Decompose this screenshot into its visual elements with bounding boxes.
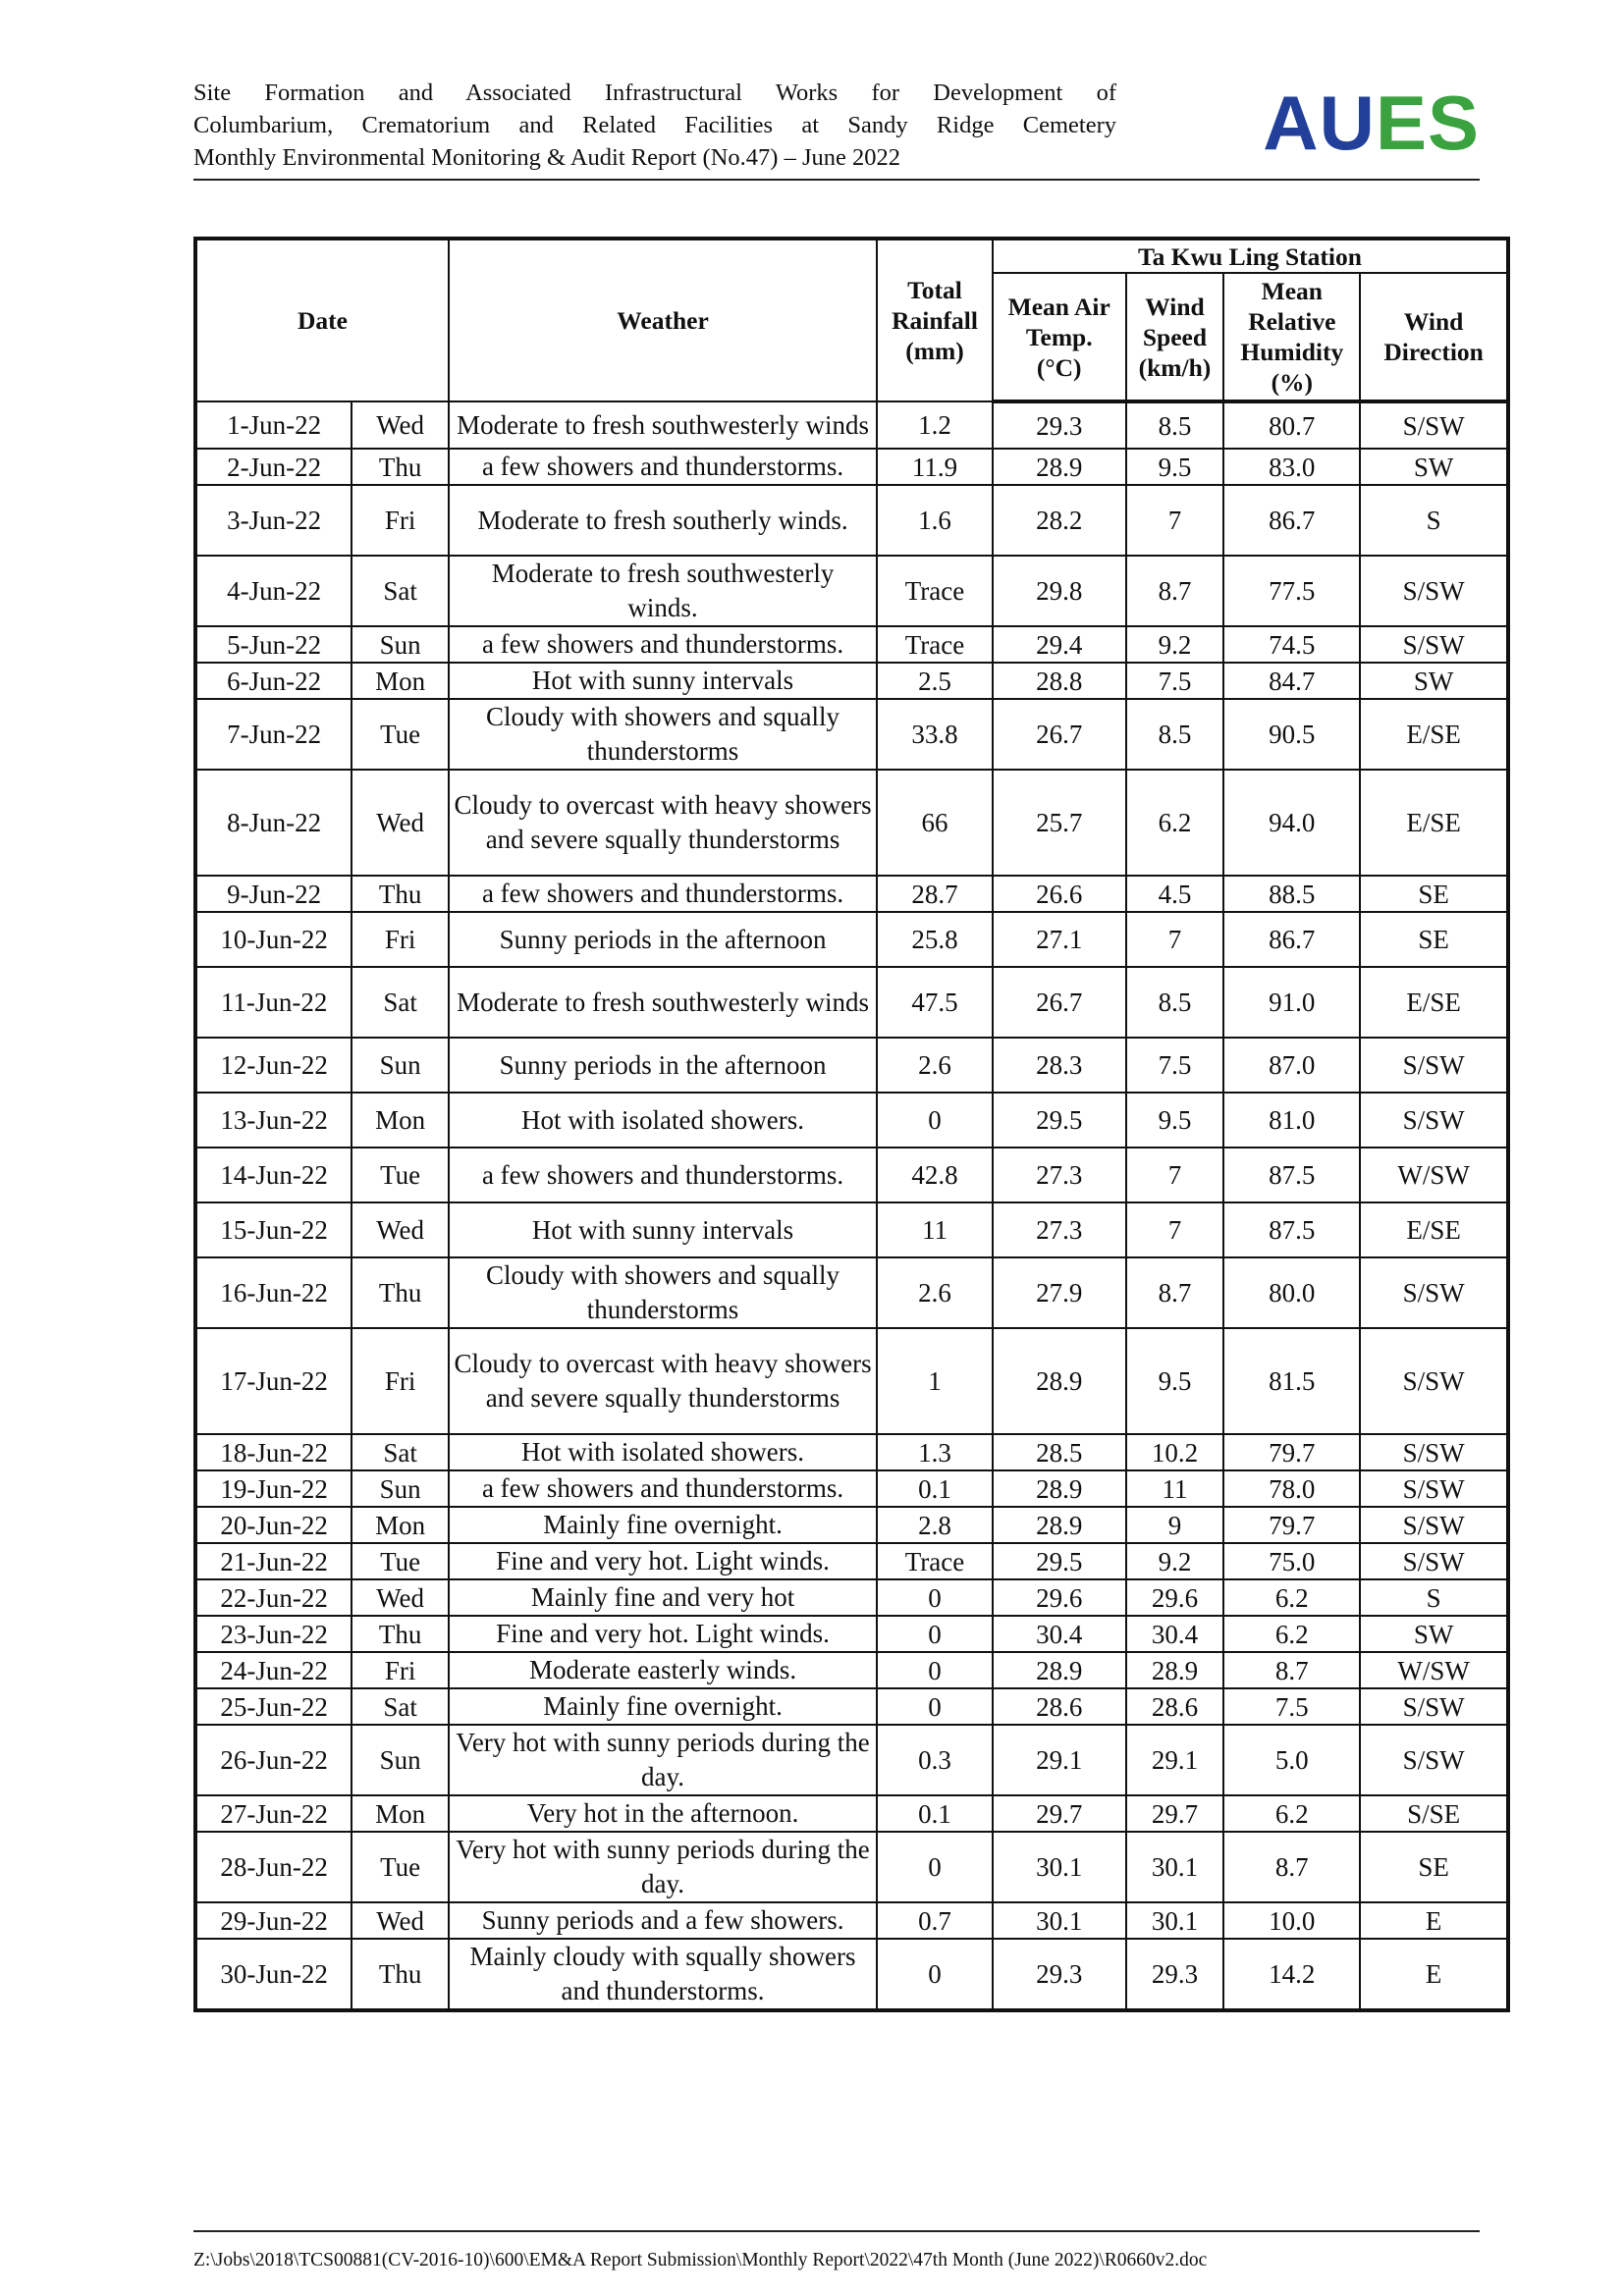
- cell-date: 7-Jun-22: [195, 699, 352, 770]
- cell-day: Fri: [352, 485, 449, 556]
- cell-day: Tue: [352, 1832, 449, 1902]
- table-row: [195, 1093, 1508, 1148]
- cell-weather: Sunny periods in the afternoon: [449, 912, 877, 967]
- cell-date: 14-Jun-22: [195, 1148, 352, 1202]
- cell-wind-direction: SE: [1360, 912, 1508, 967]
- cell-rainfall: Trace: [877, 556, 993, 626]
- cell-humidity: 94.0: [1223, 770, 1360, 876]
- cell-date: 18-Jun-22: [195, 1434, 352, 1470]
- cell-rainfall: 2.5: [877, 663, 993, 699]
- cell-rainfall: 42.8: [877, 1148, 993, 1202]
- weather-table: [193, 237, 1510, 2012]
- table-row: [195, 1939, 1508, 2010]
- cell-rainfall: 25.8: [877, 912, 993, 967]
- cell-mean-air-temp: 27.3: [993, 1202, 1126, 1257]
- cell-wind-speed: 29.7: [1126, 1795, 1224, 1832]
- cell-humidity: 77.5: [1223, 556, 1360, 626]
- cell-wind-speed: 8.7: [1126, 1257, 1224, 1328]
- cell-mean-air-temp: 29.5: [993, 1093, 1126, 1148]
- table-row: [195, 1725, 1508, 1795]
- cell-humidity: 84.7: [1223, 663, 1360, 699]
- cell-date: 8-Jun-22: [195, 770, 352, 876]
- cell-mean-air-temp: 30.1: [993, 1902, 1126, 1939]
- cell-humidity: 91.0: [1223, 967, 1360, 1038]
- cell-weather: Moderate to fresh southwesterly winds: [449, 401, 877, 449]
- cell-mean-air-temp: 28.3: [993, 1038, 1126, 1093]
- cell-date: 9-Jun-22: [195, 876, 352, 912]
- table-row: [195, 770, 1508, 876]
- table-row: [195, 485, 1508, 556]
- cell-wind-direction: S/SW: [1360, 401, 1508, 449]
- cell-rainfall: 1.3: [877, 1434, 993, 1470]
- cell-weather: a few showers and thunderstorms.: [449, 449, 877, 485]
- cell-rainfall: 0.1: [877, 1470, 993, 1507]
- cell-date: 19-Jun-22: [195, 1470, 352, 1507]
- table-body: [195, 401, 1508, 2010]
- cell-wind-direction: S: [1360, 1579, 1508, 1616]
- cell-date: 2-Jun-22: [195, 449, 352, 485]
- cell-date: 5-Jun-22: [195, 626, 352, 663]
- cell-date: 28-Jun-22: [195, 1832, 352, 1902]
- cell-mean-air-temp: 28.5: [993, 1434, 1126, 1470]
- header-line-3: Monthly Environmental Monitoring & Audit Report (No.47) – June 2022: [193, 144, 900, 171]
- cell-date: 21-Jun-22: [195, 1543, 352, 1579]
- cell-wind-speed: 28.9: [1126, 1652, 1224, 1688]
- table-row: [195, 699, 1508, 770]
- cell-wind-speed: 9.5: [1126, 449, 1224, 485]
- table-row: [195, 1148, 1508, 1202]
- cell-weather: Moderate to fresh southwesterly winds.: [449, 556, 877, 626]
- header-wind-speed: Wind Speed (km/h): [1126, 273, 1224, 401]
- cell-rainfall: 0.1: [877, 1795, 993, 1832]
- cell-date: 1-Jun-22: [195, 401, 352, 449]
- cell-day: Sun: [352, 1470, 449, 1507]
- cell-rainfall: 0: [877, 1579, 993, 1616]
- cell-humidity: 86.7: [1223, 485, 1360, 556]
- cell-mean-air-temp: 29.3: [993, 1939, 1126, 2010]
- cell-weather: a few showers and thunderstorms.: [449, 876, 877, 912]
- cell-wind-speed: 8.5: [1126, 401, 1224, 449]
- cell-mean-air-temp: 28.9: [993, 1470, 1126, 1507]
- table-row: [195, 1832, 1508, 1902]
- cell-wind-speed: 30.1: [1126, 1902, 1224, 1939]
- cell-humidity: 10.0: [1223, 1902, 1360, 1939]
- cell-wind-speed: 7.5: [1126, 663, 1224, 699]
- cell-rainfall: 0: [877, 1688, 993, 1725]
- cell-day: Tue: [352, 1148, 449, 1202]
- cell-wind-direction: S/SW: [1360, 1543, 1508, 1579]
- cell-mean-air-temp: 28.9: [993, 1652, 1126, 1688]
- cell-mean-air-temp: 30.4: [993, 1616, 1126, 1652]
- cell-humidity: 87.5: [1223, 1202, 1360, 1257]
- cell-wind-speed: 30.4: [1126, 1616, 1224, 1652]
- cell-weather: Hot with sunny intervals: [449, 1202, 877, 1257]
- cell-wind-speed: 7: [1126, 912, 1224, 967]
- cell-humidity: 5.0: [1223, 1725, 1360, 1795]
- header-line-1: Site Formation and Associated Infrastructural Works for Development of: [193, 80, 1116, 106]
- cell-wind-direction: SW: [1360, 449, 1508, 485]
- cell-day: Sat: [352, 1688, 449, 1725]
- table-row: [195, 1652, 1508, 1688]
- cell-mean-air-temp: 28.9: [993, 1507, 1126, 1543]
- cell-day: Thu: [352, 1616, 449, 1652]
- cell-wind-direction: S/SW: [1360, 1725, 1508, 1795]
- cell-wind-direction: E/SE: [1360, 967, 1508, 1038]
- page-header: [193, 77, 1480, 181]
- table-row: [195, 626, 1508, 663]
- cell-wind-direction: E: [1360, 1902, 1508, 1939]
- cell-wind-speed: 8.5: [1126, 967, 1224, 1038]
- cell-wind-direction: E/SE: [1360, 770, 1508, 876]
- cell-rainfall: 2.8: [877, 1507, 993, 1543]
- cell-mean-air-temp: 26.6: [993, 876, 1126, 912]
- cell-date: 17-Jun-22: [195, 1328, 352, 1434]
- cell-wind-direction: SE: [1360, 876, 1508, 912]
- header-relative-humidity: Mean Relative Humidity (%): [1223, 273, 1360, 401]
- cell-wind-speed: 7: [1126, 485, 1224, 556]
- cell-humidity: 81.5: [1223, 1328, 1360, 1434]
- cell-mean-air-temp: 28.8: [993, 663, 1126, 699]
- cell-humidity: 14.2: [1223, 1939, 1360, 2010]
- cell-date: 30-Jun-22: [195, 1939, 352, 2010]
- cell-rainfall: 1: [877, 1328, 993, 1434]
- cell-humidity: 8.7: [1223, 1652, 1360, 1688]
- cell-rainfall: 0.7: [877, 1902, 993, 1939]
- cell-wind-speed: 6.2: [1126, 770, 1224, 876]
- cell-wind-direction: SW: [1360, 1616, 1508, 1652]
- cell-mean-air-temp: 27.1: [993, 912, 1126, 967]
- cell-date: 26-Jun-22: [195, 1725, 352, 1795]
- cell-weather: a few showers and thunderstorms.: [449, 1470, 877, 1507]
- cell-weather: Fine and very hot. Light winds.: [449, 1543, 877, 1579]
- cell-day: Thu: [352, 449, 449, 485]
- cell-weather: Hot with sunny intervals: [449, 663, 877, 699]
- cell-wind-direction: S/SW: [1360, 1470, 1508, 1507]
- header-mean-air-temp: Mean Air Temp. (°C): [993, 273, 1126, 401]
- cell-wind-speed: 29.3: [1126, 1939, 1224, 2010]
- cell-day: Thu: [352, 876, 449, 912]
- cell-humidity: 78.0: [1223, 1470, 1360, 1507]
- cell-humidity: 8.7: [1223, 1832, 1360, 1902]
- table-row: [195, 1038, 1508, 1093]
- cell-date: 3-Jun-22: [195, 485, 352, 556]
- cell-rainfall: 2.6: [877, 1038, 993, 1093]
- cell-weather: Very hot with sunny periods during the day.: [449, 1725, 877, 1795]
- aues-logo: [1263, 79, 1480, 167]
- cell-wind-speed: 28.6: [1126, 1688, 1224, 1725]
- header-wind-direction: Wind Direction: [1360, 273, 1508, 401]
- cell-day: Fri: [352, 1652, 449, 1688]
- table-row: [195, 1470, 1508, 1507]
- cell-day: Mon: [352, 663, 449, 699]
- cell-weather: Cloudy with showers and squally thunderstorms: [449, 699, 877, 770]
- cell-date: 27-Jun-22: [195, 1795, 352, 1832]
- cell-weather: Hot with isolated showers.: [449, 1093, 877, 1148]
- cell-weather: Mainly fine overnight.: [449, 1507, 877, 1543]
- cell-weather: Very hot with sunny periods during the day.: [449, 1832, 877, 1902]
- cell-wind-speed: 10.2: [1126, 1434, 1224, 1470]
- header-weather: Weather: [449, 239, 877, 401]
- cell-wind-direction: S/SE: [1360, 1795, 1508, 1832]
- cell-wind-direction: S/SW: [1360, 556, 1508, 626]
- cell-day: Thu: [352, 1939, 449, 2010]
- cell-wind-direction: S: [1360, 485, 1508, 556]
- cell-day: Mon: [352, 1093, 449, 1148]
- cell-wind-direction: S/SW: [1360, 1507, 1508, 1543]
- cell-mean-air-temp: 30.1: [993, 1832, 1126, 1902]
- cell-day: Wed: [352, 1202, 449, 1257]
- cell-date: 23-Jun-22: [195, 1616, 352, 1652]
- cell-mean-air-temp: 29.5: [993, 1543, 1126, 1579]
- cell-wind-direction: S/SW: [1360, 1038, 1508, 1093]
- table-row: [195, 1795, 1508, 1832]
- cell-mean-air-temp: 27.3: [993, 1148, 1126, 1202]
- cell-rainfall: Trace: [877, 1543, 993, 1579]
- cell-weather: Sunny periods and a few showers.: [449, 1902, 877, 1939]
- cell-rainfall: 1.6: [877, 485, 993, 556]
- cell-rainfall: 47.5: [877, 967, 993, 1038]
- cell-mean-air-temp: 29.8: [993, 556, 1126, 626]
- cell-wind-direction: S/SW: [1360, 1328, 1508, 1434]
- cell-date: 22-Jun-22: [195, 1579, 352, 1616]
- cell-wind-speed: 8.5: [1126, 699, 1224, 770]
- cell-humidity: 6.2: [1223, 1579, 1360, 1616]
- table-row: [195, 1507, 1508, 1543]
- cell-date: 29-Jun-22: [195, 1902, 352, 1939]
- cell-wind-speed: 7: [1126, 1148, 1224, 1202]
- cell-date: 25-Jun-22: [195, 1688, 352, 1725]
- cell-mean-air-temp: 26.7: [993, 967, 1126, 1038]
- cell-day: Tue: [352, 1543, 449, 1579]
- cell-wind-speed: 7: [1126, 1202, 1224, 1257]
- cell-mean-air-temp: 27.9: [993, 1257, 1126, 1328]
- table-row: [195, 556, 1508, 626]
- cell-mean-air-temp: 28.9: [993, 449, 1126, 485]
- cell-humidity: 79.7: [1223, 1507, 1360, 1543]
- cell-weather: Moderate to fresh southwesterly winds: [449, 967, 877, 1038]
- cell-wind-direction: E/SE: [1360, 699, 1508, 770]
- cell-day: Wed: [352, 770, 449, 876]
- table-row: [195, 449, 1508, 485]
- report-title-block: [193, 77, 1116, 174]
- cell-rainfall: 0: [877, 1832, 993, 1902]
- cell-day: Wed: [352, 401, 449, 449]
- cell-date: 15-Jun-22: [195, 1202, 352, 1257]
- header-date: Date: [195, 239, 449, 401]
- file-path-footer: Z:\Jobs\2018\TCS00881(CV-2016-10)\600\EM&A Report Submission\Monthly Report\2022\47th Month (June 2022)\R0660v2.doc: [193, 2230, 1480, 2271]
- cell-weather: Moderate to fresh southerly winds.: [449, 485, 877, 556]
- cell-humidity: 6.2: [1223, 1795, 1360, 1832]
- header-station: Ta Kwu Ling Station: [993, 239, 1508, 273]
- cell-day: Sat: [352, 556, 449, 626]
- table-row: [195, 1543, 1508, 1579]
- cell-date: 20-Jun-22: [195, 1507, 352, 1543]
- cell-day: Wed: [352, 1579, 449, 1616]
- cell-humidity: 81.0: [1223, 1093, 1360, 1148]
- table-row: [195, 876, 1508, 912]
- cell-rainfall: 66: [877, 770, 993, 876]
- cell-weather: Very hot in the afternoon.: [449, 1795, 877, 1832]
- header-line-2: Columbarium, Crematorium and Related Facilities at Sandy Ridge Cemetery: [193, 112, 1116, 138]
- cell-mean-air-temp: 29.4: [993, 626, 1126, 663]
- cell-date: 10-Jun-22: [195, 912, 352, 967]
- cell-humidity: 74.5: [1223, 626, 1360, 663]
- cell-mean-air-temp: 29.1: [993, 1725, 1126, 1795]
- cell-rainfall: 33.8: [877, 699, 993, 770]
- cell-wind-speed: 7.5: [1126, 1038, 1224, 1093]
- cell-humidity: 80.0: [1223, 1257, 1360, 1328]
- table-row: [195, 912, 1508, 967]
- cell-wind-direction: S/SW: [1360, 1257, 1508, 1328]
- cell-mean-air-temp: 29.6: [993, 1579, 1126, 1616]
- cell-weather: Sunny periods in the afternoon: [449, 1038, 877, 1093]
- table-row: [195, 1688, 1508, 1725]
- cell-wind-direction: S/SW: [1360, 1688, 1508, 1725]
- cell-wind-direction: S/SW: [1360, 626, 1508, 663]
- cell-mean-air-temp: 29.7: [993, 1795, 1126, 1832]
- cell-day: Sat: [352, 967, 449, 1038]
- cell-rainfall: 0.3: [877, 1725, 993, 1795]
- cell-humidity: 86.7: [1223, 912, 1360, 967]
- table-row: [195, 1902, 1508, 1939]
- cell-wind-direction: SW: [1360, 663, 1508, 699]
- cell-rainfall: 28.7: [877, 876, 993, 912]
- cell-day: Mon: [352, 1507, 449, 1543]
- cell-wind-speed: 9.2: [1126, 1543, 1224, 1579]
- cell-humidity: 87.0: [1223, 1038, 1360, 1093]
- cell-day: Sun: [352, 626, 449, 663]
- cell-weather: a few showers and thunderstorms.: [449, 1148, 877, 1202]
- cell-rainfall: Trace: [877, 626, 993, 663]
- cell-humidity: 6.2: [1223, 1616, 1360, 1652]
- cell-wind-direction: E: [1360, 1939, 1508, 2010]
- cell-wind-speed: 8.7: [1126, 556, 1224, 626]
- cell-day: Fri: [352, 1328, 449, 1434]
- cell-humidity: 83.0: [1223, 449, 1360, 485]
- cell-day: Sun: [352, 1038, 449, 1093]
- cell-rainfall: 0: [877, 1093, 993, 1148]
- cell-wind-speed: 9.5: [1126, 1328, 1224, 1434]
- table-row: [195, 1434, 1508, 1470]
- cell-weather: Cloudy to overcast with heavy showers and severe squally thunderstorms: [449, 1328, 877, 1434]
- cell-wind-speed: 11: [1126, 1470, 1224, 1507]
- cell-wind-speed: 4.5: [1126, 876, 1224, 912]
- cell-weather: a few showers and thunderstorms.: [449, 626, 877, 663]
- cell-humidity: 7.5: [1223, 1688, 1360, 1725]
- cell-wind-direction: W/SW: [1360, 1652, 1508, 1688]
- table-header: [195, 239, 1508, 401]
- cell-day: Sun: [352, 1725, 449, 1795]
- table-row: [195, 1202, 1508, 1257]
- cell-date: 6-Jun-22: [195, 663, 352, 699]
- cell-mean-air-temp: 28.2: [993, 485, 1126, 556]
- cell-mean-air-temp: 29.3: [993, 401, 1126, 449]
- cell-date: 11-Jun-22: [195, 967, 352, 1038]
- cell-wind-direction: E/SE: [1360, 1202, 1508, 1257]
- cell-wind-direction: S/SW: [1360, 1434, 1508, 1470]
- cell-weather: Cloudy with showers and squally thunderstorms: [449, 1257, 877, 1328]
- cell-day: Mon: [352, 1795, 449, 1832]
- cell-mean-air-temp: 28.6: [993, 1688, 1126, 1725]
- cell-humidity: 79.7: [1223, 1434, 1360, 1470]
- cell-day: Tue: [352, 699, 449, 770]
- cell-humidity: 80.7: [1223, 401, 1360, 449]
- cell-humidity: 90.5: [1223, 699, 1360, 770]
- cell-rainfall: 0: [877, 1616, 993, 1652]
- table-row: [195, 1328, 1508, 1434]
- cell-rainfall: 2.6: [877, 1257, 993, 1328]
- cell-wind-speed: 9.2: [1126, 626, 1224, 663]
- cell-date: 24-Jun-22: [195, 1652, 352, 1688]
- cell-date: 13-Jun-22: [195, 1093, 352, 1148]
- cell-date: 16-Jun-22: [195, 1257, 352, 1328]
- cell-day: Fri: [352, 912, 449, 967]
- cell-wind-speed: 30.1: [1126, 1832, 1224, 1902]
- cell-rainfall: 11.9: [877, 449, 993, 485]
- cell-rainfall: 11: [877, 1202, 993, 1257]
- cell-wind-direction: SE: [1360, 1832, 1508, 1902]
- cell-day: Wed: [352, 1902, 449, 1939]
- cell-weather: Mainly fine overnight.: [449, 1688, 877, 1725]
- cell-date: 12-Jun-22: [195, 1038, 352, 1093]
- cell-humidity: 75.0: [1223, 1543, 1360, 1579]
- cell-wind-speed: 29.1: [1126, 1725, 1224, 1795]
- cell-weather: Moderate easterly winds.: [449, 1652, 877, 1688]
- cell-wind-direction: S/SW: [1360, 1093, 1508, 1148]
- cell-humidity: 87.5: [1223, 1148, 1360, 1202]
- cell-date: 4-Jun-22: [195, 556, 352, 626]
- cell-day: Thu: [352, 1257, 449, 1328]
- cell-wind-speed: 29.6: [1126, 1579, 1224, 1616]
- cell-weather: Mainly fine and very hot: [449, 1579, 877, 1616]
- cell-wind-speed: 9.5: [1126, 1093, 1224, 1148]
- cell-mean-air-temp: 25.7: [993, 770, 1126, 876]
- cell-humidity: 88.5: [1223, 876, 1360, 912]
- table-row: [195, 401, 1508, 449]
- cell-wind-direction: W/SW: [1360, 1148, 1508, 1202]
- table-row: [195, 1257, 1508, 1328]
- cell-weather: Mainly cloudy with squally showers and thunderstorms.: [449, 1939, 877, 2010]
- cell-rainfall: 1.2: [877, 401, 993, 449]
- cell-weather: Fine and very hot. Light winds.: [449, 1616, 877, 1652]
- logo-part-es: ES: [1375, 80, 1480, 166]
- table-row: [195, 1616, 1508, 1652]
- cell-mean-air-temp: 26.7: [993, 699, 1126, 770]
- cell-weather: Hot with isolated showers.: [449, 1434, 877, 1470]
- cell-weather: Cloudy to overcast with heavy showers and severe squally thunderstorms: [449, 770, 877, 876]
- cell-rainfall: 0: [877, 1652, 993, 1688]
- cell-mean-air-temp: 28.9: [993, 1328, 1126, 1434]
- cell-wind-speed: 9: [1126, 1507, 1224, 1543]
- cell-day: Sat: [352, 1434, 449, 1470]
- table-row: [195, 1579, 1508, 1616]
- header-total-rainfall: Total Rainfall (mm): [877, 239, 993, 401]
- table-row: [195, 967, 1508, 1038]
- logo-part-au: AU: [1263, 80, 1376, 166]
- cell-rainfall: 0: [877, 1939, 993, 2010]
- table-row: [195, 663, 1508, 699]
